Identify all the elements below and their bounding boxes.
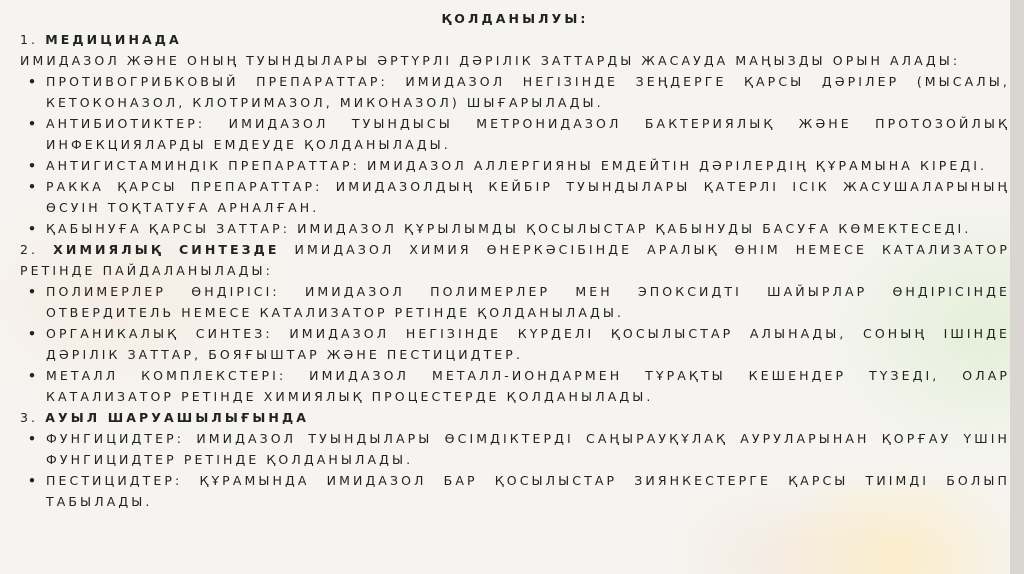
- list-item-text: АНТИБИОТИКТЕР: ИМИДАЗОЛ ТУЫНДЫСЫ МЕТРОНИДАЗОЛ БАКТЕРИЯЛЫҚ ЖӘНЕ ПРОТОЗОЙЛЫҚ ИНФЕКЦИЯЛАРДЫ ЕМДЕУДЕ ҚОЛДАНЫЛАДЫ.: [46, 116, 1010, 152]
- section-heading-medicine: [20, 29, 1010, 50]
- list-item-text: ПОЛИМЕРЛЕР ӨНДІРІСІ: ИМИДАЗОЛ ПОЛИМЕРЛЕР МЕН ЭПОКСИДТІ ШАЙЫРЛАР ӨНДІРІСІНДЕ ОТВЕРДИТЕЛЬ НЕМЕСЕ КАТАЛИЗАТОР РЕТІНДЕ ҚОЛДАНЫЛАДЫ.: [46, 284, 1010, 320]
- list-item: [20, 281, 1010, 323]
- list-item-text: МЕТАЛЛ КОМПЛЕКСТЕРІ: ИМИДАЗОЛ МЕТАЛЛ-ИОНДАРМЕН ТҰРАҚТЫ КЕШЕНДЕР ТҮЗЕДІ, ОЛАР КАТАЛИЗАТОР РЕТІНДЕ ХИМИЯЛЫҚ ПРОЦЕСТЕРДЕ ҚОЛДАНЫЛАДЫ.: [46, 368, 1010, 404]
- list-item-text: РАККА ҚАРСЫ ПРЕПАРАТТАР: ИМИДАЗОЛДЫҢ КЕЙБІР ТУЫНДЫЛАРЫ ҚАТЕРЛІ ІСІК ЖАСУШАЛАРЫНЫҢ ӨСУІН ТОҚТАТУҒА АРНАЛҒАН.: [46, 179, 1010, 215]
- section-title: АУЫЛ ШАРУАШЫЛЫҒЫНДА: [45, 410, 309, 425]
- window-edge-strip: [1010, 0, 1024, 574]
- section-number: 2.: [20, 242, 39, 257]
- section-number: 3.: [20, 410, 39, 425]
- list-item-text: ПЕСТИЦИДТЕР: ҚҰРАМЫНДА ИМИДАЗОЛ БАР ҚОСЫЛЫСТАР ЗИЯНКЕСТЕРГЕ ҚАРСЫ ТИІМДІ БОЛЫП ТАБЫЛАДЫ.: [46, 473, 1010, 509]
- section-intro: ИМИДАЗОЛ ХИМИЯ ӨНЕРКӘСІБІНДЕ АРАЛЫҚ ӨНІМ НЕМЕСЕ КАТАЛИЗАТОР РЕТІНДЕ ПАЙДАЛАНЫЛАДЫ:: [20, 242, 1011, 278]
- bullet-dot-icon: •: [28, 431, 40, 446]
- list-item-text: ҚАБЫНУҒА ҚАРСЫ ЗАТТАР: ИМИДАЗОЛ ҚҰРЫЛЫМДЫ ҚОСЫЛЫСТАР ҚАБЫНУДЫ БАСУҒА КӨМЕКТЕСЕДІ.: [46, 221, 972, 236]
- section-heading-agriculture: [20, 407, 1010, 428]
- section-title: МЕДИЦИНАДА: [45, 32, 182, 47]
- bullet-dot-icon: •: [28, 116, 40, 131]
- section-intro: ИМИДАЗОЛ ЖӘНЕ ОНЫҢ ТУЫНДЫЛАРЫ ӘРТҮРЛІ ДӘРІЛІК ЗАТТАРДЫ ЖАСАУДА МАҢЫЗДЫ ОРЫН АЛАДЫ:: [20, 53, 961, 68]
- list-item-text: АНТИГИСТАМИНДІК ПРЕПАРАТТАР: ИМИДАЗОЛ АЛЛЕРГИЯНЫ ЕМДЕЙТІН ДӘРІЛЕРДІҢ ҚҰРАМЫНА КІРЕДІ.: [46, 158, 988, 173]
- list-item: [20, 155, 1010, 176]
- list-item: [20, 218, 1010, 239]
- list-item: [20, 365, 1010, 407]
- section-heading-synthesis: [20, 239, 1010, 281]
- list-item: [20, 71, 1010, 113]
- slide-text-body: [20, 8, 1010, 512]
- section-number: 1.: [20, 32, 39, 47]
- bullet-dot-icon: •: [28, 284, 40, 299]
- list-item: [20, 470, 1010, 512]
- list-item: [20, 323, 1010, 365]
- list-item: [20, 428, 1010, 470]
- bullet-dot-icon: •: [28, 326, 40, 341]
- bullet-dot-icon: •: [28, 473, 40, 488]
- bullet-dot-icon: •: [28, 221, 40, 236]
- list-item-text: ОРГАНИКАЛЫҚ СИНТЕЗ: ИМИДАЗОЛ НЕГІЗІНДЕ КҮРДЕЛІ ҚОСЫЛЫСТАР АЛЫНАДЫ, СОНЫҢ ІШІНДЕ ДӘРІЛІК ЗАТТАР, БОЯҒЫШТАР ЖӘНЕ ПЕСТИЦИДТЕР.: [46, 326, 1010, 362]
- bullet-dot-icon: •: [28, 179, 40, 194]
- bullet-dot-icon: •: [28, 158, 40, 173]
- bullet-dot-icon: •: [28, 368, 40, 383]
- list-item: [20, 176, 1010, 218]
- slide-title: ҚОЛДАНЫЛУЫ:: [441, 11, 589, 26]
- bullet-dot-icon: •: [28, 74, 40, 89]
- list-item-text: ПРОТИВОГРИБКОВЫЙ ПРЕПАРАТТАР: ИМИДАЗОЛ НЕГІЗІНДЕ ЗЕҢДЕРГЕ ҚАРСЫ ДӘРІЛЕР (МЫСАЛЫ, КЕТОКОНАЗОЛ, КЛОТРИМАЗОЛ, МИКОНАЗОЛ) ШЫҒАРЫЛАДЫ.: [46, 74, 1010, 110]
- list-item: [20, 113, 1010, 155]
- list-item-text: ФУНГИЦИДТЕР: ИМИДАЗОЛ ТУЫНДЫЛАРЫ ӨСІМДІКТЕРДІ САҢЫРАУҚҰЛАҚ АУРУЛАРЫНАН ҚОРҒАУ ҮШІН ФУНГИЦИДТЕР РЕТІНДЕ ҚОЛДАНЫЛАДЫ.: [46, 431, 1010, 467]
- section-title: ХИМИЯЛЫҚ СИНТЕЗДЕ: [53, 242, 280, 257]
